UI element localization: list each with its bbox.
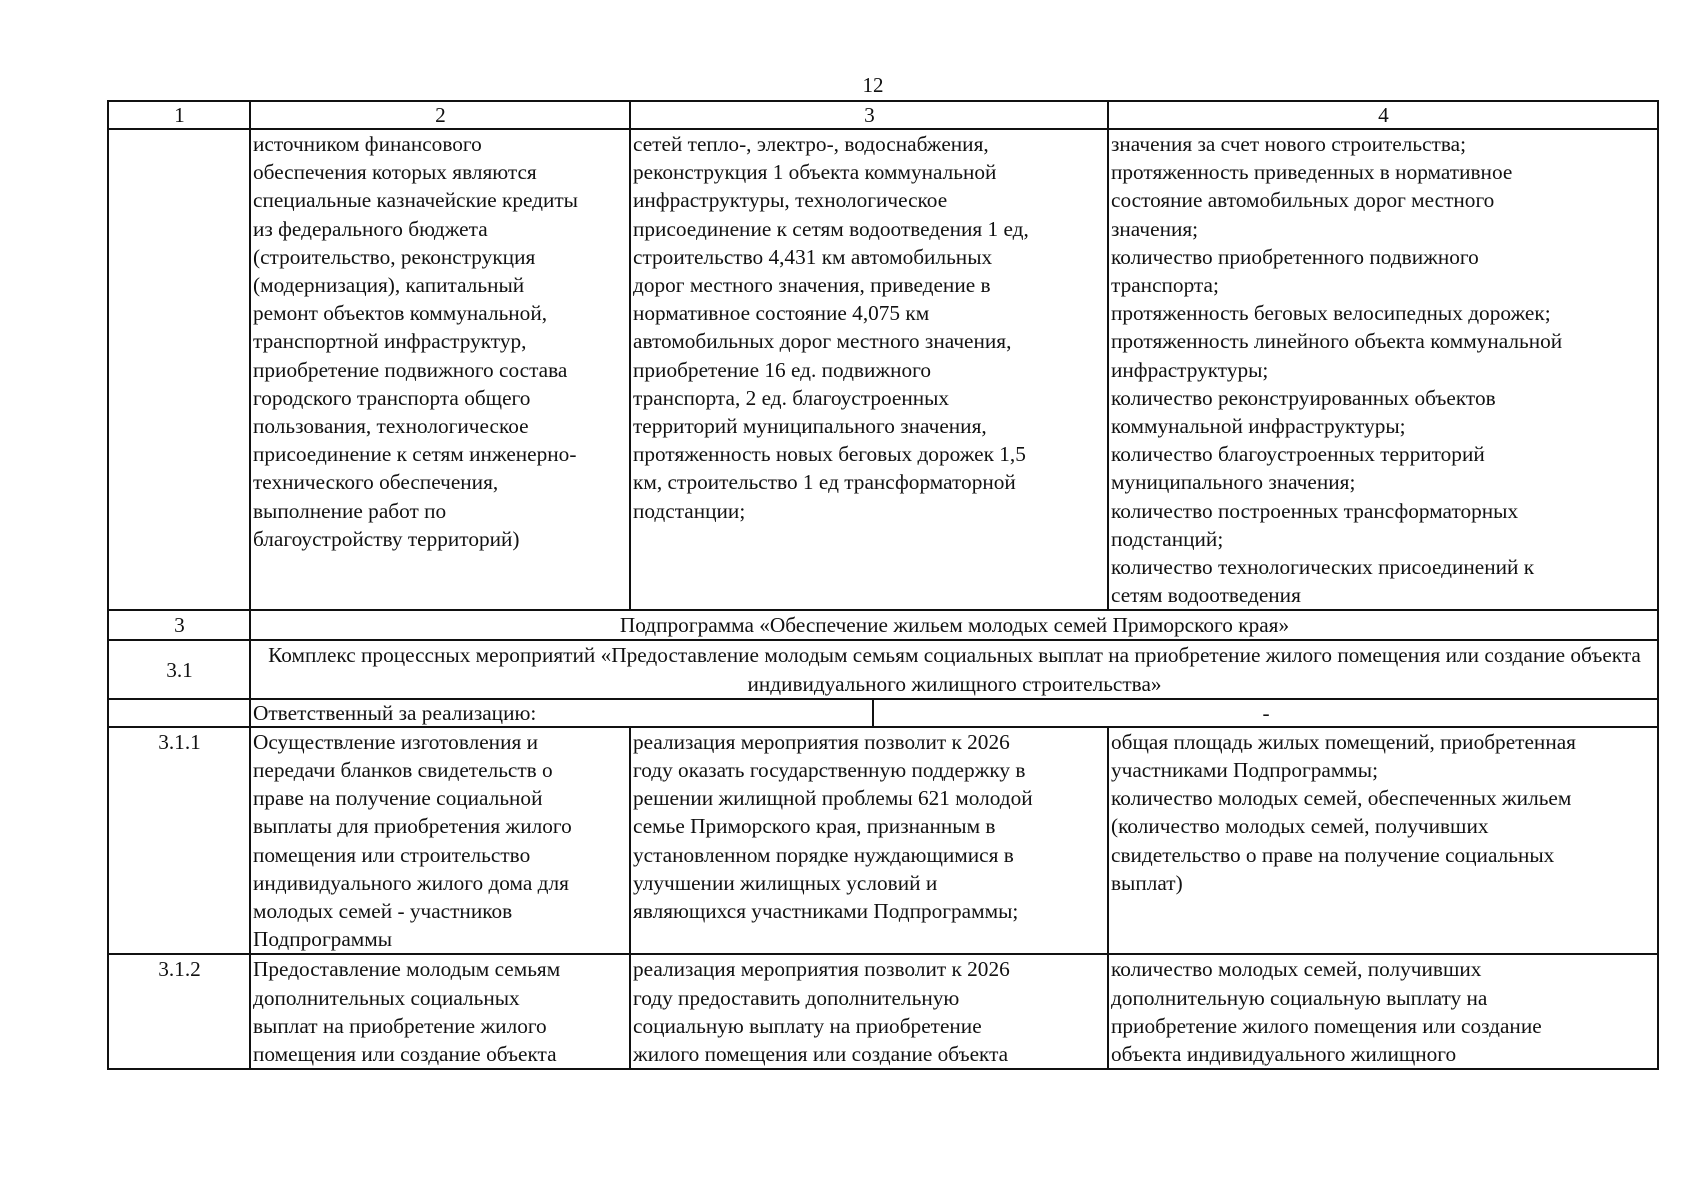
row-indicators: количество молодых семей, получивших дополнительную социальную выплату на приобретение жилого помещения или создание объекта индивидуального жилищного bbox=[1108, 954, 1658, 1069]
column-number-header bbox=[108, 101, 1658, 129]
page-number: 12 bbox=[862, 73, 884, 97]
header-col-2: 2 bbox=[250, 101, 630, 129]
subprogram-row bbox=[108, 610, 1658, 640]
complex-num: 3.1 bbox=[108, 640, 250, 698]
header-col-4: 4 bbox=[1108, 101, 1658, 129]
header-col-1: 1 bbox=[108, 101, 250, 129]
row-indicators: общая площадь жилых помещений, приобретенная участниками Подпрограммы; количество молодых семей, обеспеченных жильем (количество молодых семей, получивших свидетельство о праве на получение социальных выплат) bbox=[1108, 727, 1658, 955]
continued-row-indicators: значения за счет нового строительства; протяженность приведенных в нормативное состояние автомобильных дорог местного значения; количество приобретенного подвижного транспорта; протяженность беговых велосипедных дорожек; протяженность линейного объекта коммунальной инфраструктуры; количество реконструированных объектов коммунальной инфраструктуры; количество благоустроенных территорий муниципального значения; количество построенных трансформаторных подстанций; количество технологических присоединений к сетям водоотведения bbox=[1108, 129, 1658, 610]
responsible-label: Ответственный за реализацию: bbox=[251, 700, 873, 726]
row-result: реализация мероприятия позволит к 2026 году оказать государственную поддержку в решении жилищной проблемы 621 молодой семье Приморского края, признанным в установленном порядке нуждающимися в улучшении жилищных условий и являющихся участниками Подпрограммы; bbox=[630, 727, 1108, 955]
table-row bbox=[108, 954, 1658, 1069]
header-col-3: 3 bbox=[630, 101, 1108, 129]
responsible-num bbox=[108, 699, 250, 727]
subprogram-title: Подпрограмма «Обеспечение жильем молодых семей Приморского края» bbox=[250, 610, 1658, 640]
continued-row-num bbox=[108, 129, 250, 610]
row-result: реализация мероприятия позволит к 2026 году предоставить дополнительную социальную выплату на приобретение жилого помещения или создание объекта bbox=[630, 954, 1108, 1069]
row-description: Осуществление изготовления и передачи бланков свидетельств о праве на получение социальной выплаты для приобретения жилого помещения или строительство индивидуального жилого дома для молодых семей - участников Подпрограммы bbox=[250, 727, 630, 955]
continued-row-description: источником финансового обеспечения которых являются специальные казначейские кредиты из федерального бюджета (строительство, реконструкция (модернизация), капитальный ремонт объектов коммунальной, транспортной инфраструктур, приобретение подвижного состава городского транспорта общего пользования, технологическое присоединение к сетям инженерно- технического обеспечения, выполнение работ по благоустройству территорий) bbox=[250, 129, 630, 610]
responsible-value: - bbox=[1262, 700, 1270, 725]
continued-row-result: сетей тепло-, электро-, водоснабжения, реконструкция 1 объекта коммунальной инфраструктуры, технологическое присоединение к сетям водоотведения 1 ед, строительство 4,431 км автомобильных дорог местного значения, приведение в нормативное состояние 4,075 км автомобильных дорог местного значения, приобретение 16 ед. подвижного транспорта, 2 ед. благоустроенных территорий муниципального значения, протяженность новых беговых дорожек 1,5 км, строительство 1 ед трансформаторной подстанции; bbox=[630, 129, 1108, 610]
responsible-row bbox=[108, 699, 1658, 727]
continued-row bbox=[108, 129, 1658, 610]
subprogram-num: 3 bbox=[108, 610, 250, 640]
row-description: Предоставление молодым семьям дополнительных социальных выплат на приобретение жилого помещения или создание объекта bbox=[250, 954, 630, 1069]
table-row bbox=[108, 727, 1658, 955]
row-num: 3.1.2 bbox=[108, 954, 250, 1069]
row-num: 3.1.1 bbox=[108, 727, 250, 955]
complex-row bbox=[108, 640, 1658, 698]
program-table bbox=[107, 100, 1659, 1070]
complex-title: Комплекс процессных мероприятий «Предоставление молодым семьям социальных выплат на приобретение жилого помещения или создание объекта индивидуального жилищного строительства» bbox=[250, 640, 1658, 698]
